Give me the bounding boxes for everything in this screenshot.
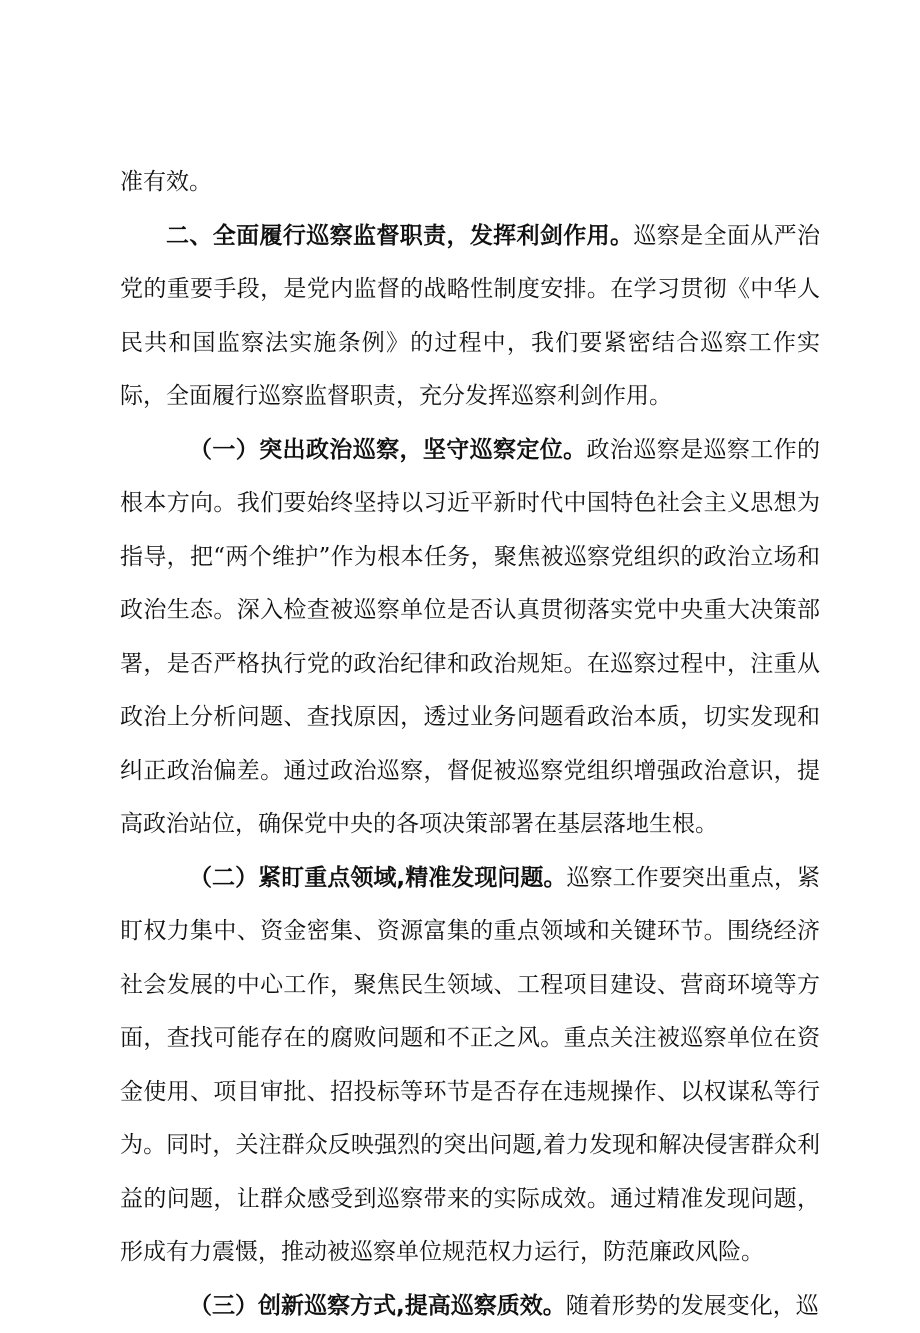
subsection-3-body: 随着形势的发展变化，巡 — [566, 1293, 819, 1319]
continuation-text: 准有效。 — [120, 169, 212, 195]
subsection-3-paragraph — [120, 1280, 820, 1333]
section-2-body: 巡察是全面从严治党的重要手段，是党内监督的战略性制度安排。在学习贯彻《中华人民共和国监察法实施条例》的过程中，我们要紧密结合巡察工作实际，全面履行巡察监督职责，充分发挥巡察利剑作用。 — [120, 223, 820, 410]
subsection-1-body: 政治巡察是巡察工作的根本方向。我们要始终坚持以习近平新时代中国特色社会主义思想为指导，把“两个维护”作为根本任务，聚焦被巡察党组织的政治立场和政治生态。深入检查被巡察单位是否认真贯彻落实党中央重大决策部署，是否严格执行党的政治纪律和政治规矩。在巡察过程中，注重从政治上分析问题、查找原因，透过业务问题看政治本质，切实发现和纠正政治偏差。通过政治巡察，督促被巡察党组织增强政治意识，提高政治站位，确保党中央的各项决策部署在基层落地生根。 — [120, 437, 820, 838]
section-2-paragraph — [120, 210, 820, 424]
section-2-heading: 二、全面履行巡察监督职责，发挥利剑作用。 — [166, 223, 633, 249]
subsection-2-heading: （二）紧盯重点领域,精准发现问题。 — [189, 865, 567, 891]
document-page — [120, 156, 820, 1333]
subsection-2-body: 巡察工作要突出重点，紧盯权力集中、资金密集、资源富集的重点领域和关键环节。围绕经济社会发展的中心工作，聚焦民生领域、工程项目建设、营商环境等方面，查找可能存在的腐败问题和不正之风。重点关注被巡察单位在资金使用、项目审批、招投标等环节是否存在违规操作、以权谋私等行为。同时，关注群众反映强烈的突出问题,着力发现和解决侵害群众利益的问题，让群众感受到巡察带来的实际成效。通过精准发现问题，形成有力震慑，推动被巡察单位规范权力运行，防范廉政风险。 — [120, 865, 820, 1266]
subsection-1-paragraph — [120, 424, 820, 852]
subsection-1-heading: （一）突出政治巡察，坚守巡察定位。 — [189, 437, 587, 463]
continuation-paragraph — [120, 156, 820, 210]
subsection-2-paragraph — [120, 852, 820, 1280]
subsection-3-heading: （三）创新巡察方式,提高巡察质效。 — [189, 1293, 566, 1319]
